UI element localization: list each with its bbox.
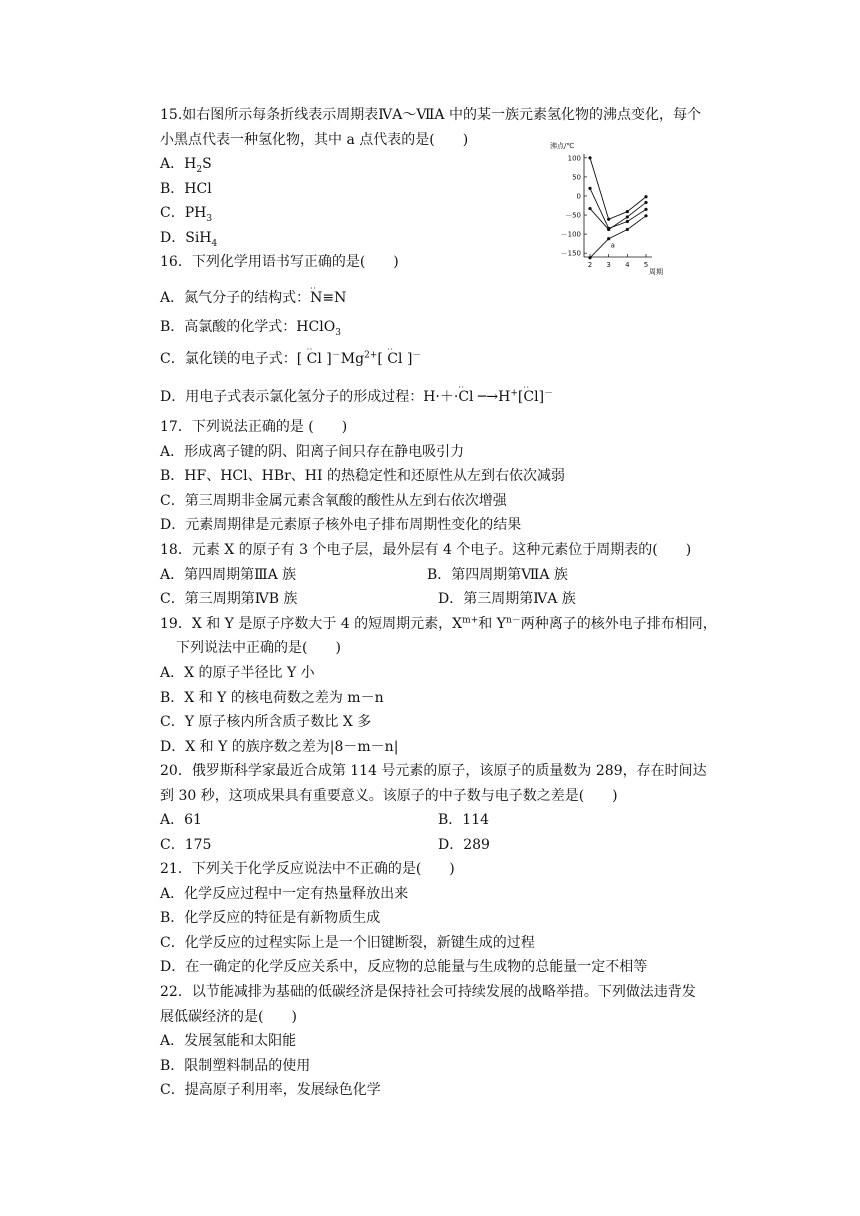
q18-option-b: B．第四周期第ⅦA 族 — [427, 567, 568, 583]
q15-option-d: D．SiH$_4$ — [160, 230, 218, 249]
q20-option-c: C．175 — [160, 837, 212, 853]
y-tick-label: －100 — [560, 230, 581, 239]
q18-stem: 18．元素 X 的原子有 3 个电子层，最外层有 4 个电子。这种元素位于周期表的( ) — [160, 542, 692, 558]
q18-option-a: A．第四周期第ⅢA 族 — [160, 567, 297, 583]
q20-option-a: A．61 — [160, 812, 202, 828]
q17-stem: 17．下列说法正确的是 ( ) — [160, 419, 348, 435]
y-tick-label: －150 — [560, 249, 581, 258]
q15-option-a: A．$H_2S$ — [160, 156, 212, 175]
q21-option-d: D．在一确定的化学反应关系中，反应物的总能量与生成物的总能量一定不相等 — [160, 959, 648, 975]
q18-option-c: C．第三周期第ⅣB 族 — [160, 591, 298, 607]
q21-option-a: A．化学反应过程中一定有热量释放出来 — [160, 886, 409, 902]
q20-option-d: D．289 — [438, 837, 490, 853]
data-point — [626, 228, 629, 231]
x-ticks — [588, 254, 648, 269]
q17-option-a: A．形成离子键的阴、阳离子间只存在静电吸引力 — [160, 444, 465, 460]
data-point — [644, 201, 647, 204]
q20-stem-line1: 20．俄罗斯科学家最近合成第 114 号元素的原子，该原子的质量数为 289，存在时间达 — [160, 763, 707, 779]
q19-option-d: D．X 和 Y 的族序数之差为|8－m－n| — [160, 739, 399, 755]
q22-option-b: B．限制塑料制品的使用 — [160, 1058, 311, 1074]
x-tick-label: 2 — [587, 261, 593, 269]
y-tick-label: －50 — [565, 211, 581, 220]
q22-stem-line2: 展低碳经济的是( ) — [160, 1009, 297, 1025]
series-line-1 — [590, 158, 646, 219]
y-axis-title: 沸点/℃ — [550, 142, 575, 150]
q22-option-a: A．发展氢能和太阳能 — [160, 1033, 297, 1049]
y-tick-label: 0 — [576, 192, 581, 201]
data-point — [644, 195, 647, 198]
data-point — [588, 156, 591, 159]
data-point — [607, 218, 610, 221]
point-a-label: a — [610, 241, 615, 250]
q17-option-c: C．第三周期非金属元素含氧酸的酸性从左到右依次增强 — [160, 493, 507, 509]
q21-option-c: C．化学反应的过程实际上是一个旧键断裂，新键生成的过程 — [160, 935, 535, 951]
q17-option-b: B．HF、HCl、HBr、HI 的热稳定性和还原性从左到右依次减弱 — [160, 468, 565, 484]
data-point — [607, 237, 610, 240]
series-group — [588, 156, 647, 259]
data-point — [588, 207, 591, 210]
data-point — [607, 228, 610, 231]
data-point — [644, 214, 647, 217]
q15-option-c: C．$PH_3$ — [160, 205, 213, 224]
data-point — [588, 187, 591, 190]
y-tick-label: 50 — [572, 173, 581, 182]
q15-stem-line1: 15.如右图所示每条折线表示周期表ⅣA～ⅦA 中的某一族元素氢化物的沸点变化，每个 — [160, 107, 701, 123]
q19-option-c: C．Y 原子核内所含质子数比 X 多 — [160, 714, 372, 730]
series-line-4 — [590, 216, 646, 258]
boiling-point-chart — [548, 140, 674, 280]
x-tick-label: 5 — [643, 261, 649, 269]
data-point — [626, 220, 629, 223]
chart-svg — [548, 140, 674, 280]
data-point — [644, 208, 647, 211]
q16-stem: 16．下列化学用语书写正确的是( ) — [160, 254, 399, 270]
q20-option-b: B．114 — [438, 812, 490, 828]
x-tick-label: 4 — [625, 261, 630, 269]
q21-stem: 21．下列关于化学反应说法中不正确的是( ) — [160, 861, 455, 877]
q21-option-b: B．化学反应的特征是有新物质生成 — [160, 910, 381, 926]
q16-option-b: B．高氯酸的化学式：HClO$_3$ — [160, 319, 341, 338]
q22-stem-line1: 22．以节能减排为基础的低碳经济是保持社会可持续发展的战略举措。下列做法违背发 — [160, 984, 696, 1000]
q16-option-d: D．用电子式表示氯化氢分子的形成过程：H·＋·· · Cl ─→H+[· · Cl]－ — [160, 388, 553, 406]
q19-stem-line2: 下列说法中正确的是( ) — [176, 640, 341, 656]
q16-option-c: C．氯化镁的电子式：[ · · Cl ]$^-Mg^{2+}$[ · · Cl ]－ — [160, 350, 421, 368]
data-point — [626, 215, 629, 218]
q15-option-b: B．HCl — [160, 181, 212, 197]
q17-option-d: D．元素周期律是元素原子核外电子排布周期性变化的结果 — [160, 517, 522, 533]
q19-option-a: A．X 的原子半径比 Y 小 — [160, 665, 315, 681]
q18-option-d: D．第三周期第ⅣA 族 — [438, 591, 576, 607]
q15-stem-line2: 小黑点代表一种氢化物，其中 a 点代表的是( ) — [160, 132, 469, 148]
q16-option-a: A．氮气分子的结构式：· · N≡N — [160, 289, 346, 307]
q19-stem-line1: 19．X 和 Y 是原子序数大于 4 的短周期元素，$X^{m+}$和 $Y^{n-}$两种离子的核外电子排布相同， — [160, 615, 717, 632]
q22-option-c: C．提高原子利用率，发展绿色化学 — [160, 1082, 381, 1098]
q19-option-b: B．X 和 Y 的核电荷数之差为 m－n — [160, 690, 384, 706]
x-axis-title: 周期 — [649, 268, 663, 276]
x-tick-label: 3 — [606, 261, 611, 269]
y-tick-label: 100 — [567, 154, 581, 163]
q20-stem-line2: 到 30 秒，这项成果具有重要意义。该原子的中子数与电子数之差是( ) — [160, 788, 618, 804]
data-point — [626, 210, 629, 213]
data-point — [588, 256, 591, 259]
y-ticks — [561, 154, 587, 257]
